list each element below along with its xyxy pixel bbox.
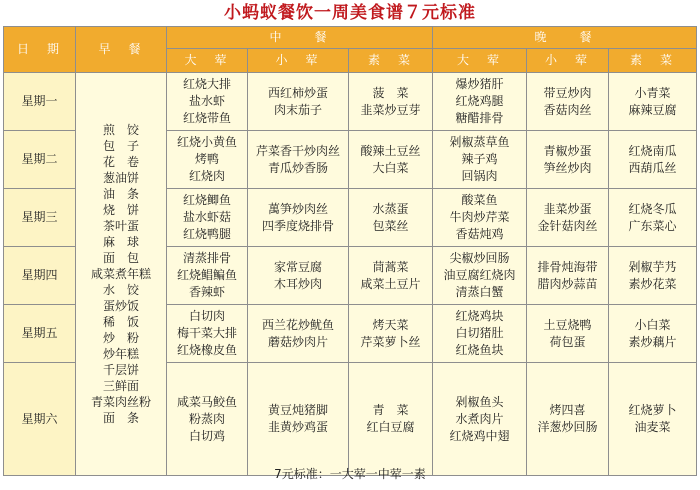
dish-item: 西葫瓜丝	[628, 160, 677, 175]
dish-item: 西红柿炒蛋	[267, 85, 328, 100]
breakfast-item: 水 饺	[102, 283, 139, 297]
dinner-small-cell	[527, 131, 609, 189]
dish-item: 带豆炒肉	[543, 85, 592, 100]
dinner-veg-cell	[609, 73, 697, 131]
header-lunch-big: 大 荤	[167, 49, 248, 73]
dish-item: 小白菜	[634, 317, 671, 332]
lunch-small-cell	[248, 363, 349, 476]
day-label: 星期四	[4, 247, 76, 305]
dinner-small-cell	[527, 305, 609, 363]
dish-item: 红白豆腐	[366, 420, 415, 434]
header-dinner-small: 小 荤	[527, 49, 609, 73]
breakfast-item: 蛋炒饭	[102, 299, 139, 313]
header-dinner: 晚 餐	[433, 27, 697, 49]
dinner-big-cell	[433, 131, 527, 189]
dish-item: 肉末茄子	[273, 102, 322, 117]
dish-item: 木耳炒肉	[273, 276, 322, 291]
dish-item: 排骨炖海带	[537, 259, 598, 274]
dish-item: 红烧鸡腿	[455, 94, 504, 108]
day-label: 星期五	[4, 305, 76, 363]
dinner-veg-cell	[609, 247, 697, 305]
dish-item: 辣子鸡	[461, 152, 498, 166]
dish-item: 咸菜土豆片	[360, 276, 421, 291]
dish-item: 韭菜炒蛋	[543, 201, 592, 216]
dish-item: 青 菜	[372, 403, 409, 417]
dish-item: 西兰花炒鱿鱼	[261, 317, 334, 332]
dish-item: 清蒸排骨	[182, 251, 231, 265]
dish-item: 青椒炒蛋	[543, 143, 592, 158]
day-label: 星期三	[4, 189, 76, 247]
breakfast-item: 花 卷	[102, 155, 139, 169]
lunch-veg-cell	[349, 131, 433, 189]
dish-item: 红烧橡皮鱼	[176, 343, 237, 357]
header-lunch-small: 小 荤	[248, 49, 349, 73]
dinner-big-cell	[433, 247, 527, 305]
weekly-menu-table	[3, 26, 697, 476]
dish-item: 酸菜鱼	[461, 193, 498, 207]
breakfast-item: 麻 球	[102, 235, 139, 249]
dinner-small-cell	[527, 189, 609, 247]
dish-item: 红烧鸭腿	[182, 227, 231, 241]
dish-item: 剁椒鱼头	[455, 394, 504, 409]
header-lunch: 中 餐	[167, 27, 433, 49]
dinner-small-cell	[527, 247, 609, 305]
dish-item: 烤四喜	[549, 403, 586, 417]
header-day: 日 期	[4, 27, 76, 73]
dinner-small-cell	[527, 363, 609, 476]
dish-item: 荷包蛋	[549, 334, 586, 349]
day-row	[4, 73, 697, 131]
page-title: 小蚂蚁餐饮一周美食谱７元标准	[224, 3, 476, 23]
dish-item: 水煮肉片	[455, 411, 504, 426]
dish-item: 盐水虾菇	[182, 210, 231, 224]
dish-item: 盐水虾	[188, 94, 225, 108]
dish-item: 菠 菜	[372, 85, 409, 100]
header-row-1	[4, 27, 697, 49]
breakfast-list	[76, 73, 167, 476]
lunch-small-cell	[248, 305, 349, 363]
dish-item: 烤鸭	[194, 152, 219, 166]
dinner-big-cell	[433, 363, 527, 476]
dish-item: 广东菜心	[628, 218, 677, 233]
breakfast-item: 烧 饼	[102, 203, 139, 217]
dish-item: 红烧肉	[188, 169, 225, 183]
breakfast-item: 茶叶蛋	[102, 219, 139, 233]
dish-item: 金针菇肉丝	[537, 218, 598, 233]
header-lunch-veg: 素 菜	[349, 49, 433, 73]
lunch-small-cell	[248, 131, 349, 189]
dish-item: 四季度烧排骨	[261, 218, 334, 233]
dinner-small-cell	[527, 73, 609, 131]
dish-item: 油豆腐红烧肉	[443, 268, 516, 282]
dish-item: 黄豆炖猪脚	[267, 403, 328, 417]
dish-item: 剁椒芋艿	[628, 259, 677, 274]
dinner-big-cell	[433, 305, 527, 363]
dish-item: 青瓜炒香肠	[267, 160, 328, 175]
dish-item: 韭菜炒豆芽	[360, 102, 421, 117]
dish-item: 素炒藕片	[628, 334, 677, 349]
dish-item: 韭黄炒鸡蛋	[267, 420, 328, 434]
dinner-veg-cell	[609, 189, 697, 247]
header-breakfast: 早 餐	[76, 27, 167, 73]
dish-item: 家常豆腐	[273, 259, 322, 274]
dish-item: 红烧小黄鱼	[176, 135, 237, 149]
lunch-small-cell	[248, 73, 349, 131]
breakfast-item: 面 包	[102, 251, 139, 265]
breakfast-item: 面 条	[102, 411, 139, 425]
dish-item: 萬笋炒肉丝	[267, 201, 328, 216]
breakfast-item: 油 条	[102, 187, 139, 201]
dish-item: 白切肉	[188, 309, 225, 323]
dish-item: 爆炒猪肝	[455, 77, 504, 91]
lunch-veg-cell	[349, 247, 433, 305]
lunch-veg-cell	[349, 189, 433, 247]
dish-item: 红烧鲳鳊鱼	[176, 268, 237, 282]
breakfast-item: 炒年糕	[102, 347, 139, 361]
dish-item: 洋葱炒回肠	[537, 420, 598, 434]
dish-item: 酸辣土豆丝	[360, 143, 421, 158]
dish-item: 香菇炖鸡	[455, 227, 504, 241]
dish-item: 水蒸蛋	[372, 201, 409, 216]
dish-item: 烤天菜	[372, 317, 409, 332]
dish-item: 红烧大排	[182, 77, 231, 91]
dish-item: 香辣虾	[188, 285, 225, 299]
dish-item: 麻辣豆腐	[628, 102, 677, 117]
breakfast-item: 咸菜煮年糕	[90, 267, 151, 281]
lunch-big-cell	[167, 73, 248, 131]
dish-item: 土豆烧鸭	[543, 317, 592, 332]
breakfast-item: 千层饼	[102, 363, 139, 377]
day-label: 星期一	[4, 73, 76, 131]
dish-item: 笋丝炒肉	[543, 160, 592, 175]
header-dinner-big: 大 荤	[433, 49, 527, 73]
dish-item: 香菇肉丝	[543, 102, 592, 117]
dish-item: 腊肉炒蒜苗	[537, 276, 598, 291]
lunch-veg-cell	[349, 305, 433, 363]
lunch-small-cell	[248, 247, 349, 305]
breakfast-item: 青菜肉丝粉	[90, 395, 151, 409]
dinner-big-cell	[433, 73, 527, 131]
dish-item: 红烧鲫鱼	[182, 193, 231, 207]
dish-item: 包菜丝	[372, 218, 409, 233]
dinner-veg-cell	[609, 305, 697, 363]
lunch-small-cell	[248, 189, 349, 247]
dish-item: 红烧带鱼	[182, 111, 231, 125]
dish-item: 小青菜	[634, 85, 671, 100]
dish-item: 芹菜香干炒肉丝	[255, 143, 340, 158]
dish-item: 回锅肉	[461, 169, 498, 183]
dish-item: 红烧鸡中翅	[449, 428, 510, 443]
dish-item: 红烧冬瓜	[628, 201, 677, 216]
breakfast-item: 葱油饼	[102, 171, 139, 185]
dish-item: 油麦菜	[634, 420, 671, 434]
dish-item: 糖醋排骨	[455, 111, 504, 125]
day-label: 星期二	[4, 131, 76, 189]
dinner-veg-cell	[609, 131, 697, 189]
footer-note: 7元标准：一大荤一中荤一素	[274, 467, 426, 481]
dish-item: 芹菜萝卜丝	[360, 334, 421, 349]
dish-item: 大白菜	[372, 160, 409, 175]
dish-item: 粉蒸肉	[188, 411, 225, 426]
dish-item: 素炒花菜	[628, 276, 677, 291]
breakfast-item: 炒 粉	[102, 331, 139, 345]
dish-item: 白切鸡	[188, 428, 225, 443]
dish-item: 清蒸白蟹	[455, 285, 504, 299]
dinner-veg-cell	[609, 363, 697, 476]
breakfast-item: 稀 饭	[102, 315, 139, 329]
dish-item: 白切猪肚	[455, 326, 504, 340]
dish-item: 牛肉炒芹菜	[449, 210, 510, 224]
dish-item: 蘑菇炒肉片	[267, 334, 328, 349]
day-label: 星期六	[4, 363, 76, 476]
lunch-veg-cell	[349, 363, 433, 476]
dish-item: 红烧南瓜	[628, 143, 677, 158]
breakfast-item: 煎 饺	[102, 123, 139, 137]
dish-item: 梅干菜大排	[176, 326, 237, 340]
dish-item: 茼蒿菜	[372, 259, 409, 274]
lunch-big-cell	[167, 189, 248, 247]
header-dinner-veg: 素 菜	[609, 49, 697, 73]
lunch-veg-cell	[349, 73, 433, 131]
lunch-big-cell	[167, 305, 248, 363]
dish-item: 尖椒炒回肠	[449, 251, 510, 265]
dish-item: 红烧鱼块	[455, 343, 504, 357]
dish-item: 红烧萝卜	[628, 403, 677, 417]
lunch-big-cell	[167, 247, 248, 305]
dish-item: 红烧鸡块	[455, 309, 504, 323]
lunch-big-cell	[167, 363, 248, 476]
dish-item: 咸菜马鲛鱼	[176, 394, 237, 409]
breakfast-item: 包 子	[102, 139, 139, 153]
dinner-big-cell	[433, 189, 527, 247]
breakfast-item: 三鲜面	[102, 379, 139, 393]
dish-item: 剁椒蒸草鱼	[449, 135, 510, 149]
lunch-big-cell	[167, 131, 248, 189]
